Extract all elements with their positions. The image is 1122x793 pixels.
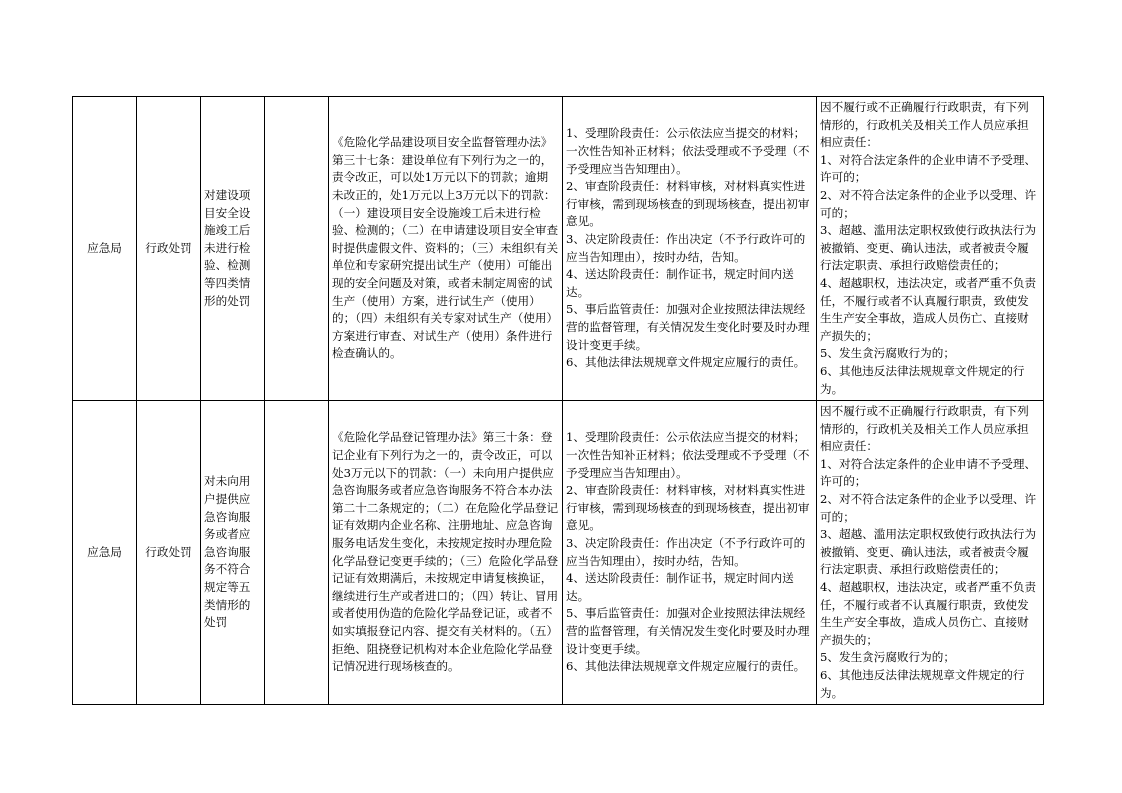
accountability-item: 5、发生贪污腐败行为的； — [820, 650, 955, 665]
responsibility-item: 3、决定阶段责任：作出决定（不予行政许可的应当告知理由），按时办结，告知。 — [566, 536, 806, 568]
subitem-cell — [265, 97, 329, 401]
responsibility-item: 6、其他法律法规规章文件规定应履行的责任。 — [566, 355, 806, 370]
responsibility-item: 2、审查阶段责任：材料审核，对材料真实性进行审核，需到现场核查的到现场核查，提出初审意见。 — [566, 179, 810, 229]
accountability-item: 6、其他违反法律法规规章文件规定的行为。 — [820, 668, 1025, 700]
accountability-cell — [817, 97, 1044, 401]
responsibility-item: 4、送达阶段责任：制作证书，规定时间内送达。 — [566, 267, 794, 299]
department-cell: 应急局 — [73, 401, 137, 705]
responsibility-item: 4、送达阶段责任：制作证书，规定时间内送达。 — [566, 571, 794, 603]
responsibility-item: 5、事后监管责任：加强对企业按照法律法规经营的监督管理，有关情况发生变化时要及时办理设计变更手续。 — [566, 302, 810, 352]
category-cell: 行政处罚 — [137, 97, 201, 401]
accountability-item: 因不履行或不正确履行行政职责，有下列情形的，行政机关及相关工作人员应承担相应责任： — [820, 404, 1029, 454]
accountability-item: 3、超越、滥用法定职权致使行政执法行为被撤销、变更、确认违法，或者被责令履行法定职责、承担行政赔偿责任的； — [820, 223, 1037, 273]
responsibility-item: 6、其他法律法规规章文件规定应履行的责任。 — [566, 659, 806, 674]
subitem-cell — [265, 401, 329, 705]
accountability-item: 4、超越职权，违法决定，或者严重不负责任，不履行或者不认真履行职责，致使发生生产安全事故，造成人员伤亡、直接财产损失的； — [820, 580, 1037, 647]
accountability-item: 2、对不符合法定条件的企业予以受理、许可的； — [820, 187, 1037, 220]
accountability-item: 5、发生贪污腐败行为的； — [820, 346, 955, 361]
responsibility-table — [72, 96, 1044, 705]
accountability-item: 1、对符合法定条件的企业申请不予受理、许可的； — [820, 456, 1037, 489]
accountability-item: 2、对不符合法定条件的企业予以受理、许可的； — [820, 492, 1037, 524]
accountability-cell — [817, 401, 1044, 705]
accountability-item: 1、对符合法定条件的企业申请不予受理、许可的； — [820, 152, 1037, 185]
responsibility-item: 3、决定阶段责任：作出决定（不予行政许可的应当告知理由），按时办结，告知。 — [566, 231, 806, 264]
responsibility-item: 1、受理阶段责任：公示依法应当提交的材料；一次性告知补正材料；依法受理或不予受理（不予受理应当告知理由）。 — [566, 430, 810, 480]
legal-basis-cell: 《危险化学品登记管理办法》第三十条：登记企业有下列行为之一的，责令改正，可以处3万元以下的罚款：（一）未向用户提供应急咨询服务或者应急咨询服务不符合本办法第二十二条规定的；（二）在危险化学品登记证有效期内企业名称、注册地址、应急咨询服务电话发生变化，未按规定按时办理危险化学品登记变更手续的；（三）危险化学品登记证有效期满后，未按规定申请复核换证，继续进行生产或者进口的；（四）转让、冒用或者使用伪造的危险化学品登记证，或者不如实填报登记内容、提交有关材料的。（五）拒绝、阻挠登记机构对本企业危险化学品登记情况进行现场核查的。 — [329, 401, 563, 705]
accountability-item: 6、其他违反法律法规规章文件规定的行为。 — [820, 363, 1025, 396]
accountability-item: 4、超越职权，违法决定，或者严重不负责任，不履行或者不认真履行职责，致使发生生产安全事故，造成人员伤亡、直接财产损失的； — [820, 275, 1037, 343]
responsibility-cell — [563, 97, 817, 401]
department-cell: 应急局 — [73, 97, 137, 401]
item-name-cell: 对未向用户提供应急咨询服务或者应急咨询服务不符合规定等五类情形的处罚 — [201, 401, 265, 705]
responsibility-item: 1、受理阶段责任：公示依法应当提交的材料；一次性告知补正材料；依法受理或不予受理（不予受理应当告知理由）。 — [566, 126, 810, 176]
legal-basis-cell: 《危险化学品建设项目安全监督管理办法》第三十七条：建设单位有下列行为之一的，责令改正，可以处1万元以下的罚款；逾期未改正的，处1万元以上3万元以下的罚款：（一）建设项目安全设施竣工后未进行检验、检测的；（二）在申请建设项目安全审查时提供虚假文件、资料的；（三）未组织有关单位和专家研究提出试生产（使用）可能出现的安全问题及对策，或者未制定周密的试生产（使用）方案，进行试生产（使用）的；（四）未组织有关专家对试生产（使用）方案进行审查、对试生产（使用）条件进行检查确认的。 — [329, 97, 563, 401]
responsibility-item: 2、审查阶段责任：材料审核，对材料真实性进行审核，需到现场核查的到现场核查，提出初审意见。 — [566, 483, 810, 533]
item-name-cell: 对建设项目安全设施竣工后未进行检验、检测等四类情形的处罚 — [201, 97, 265, 401]
table-row — [73, 97, 1044, 401]
accountability-item: 3、超越、滥用法定职权致使行政执法行为被撤销、变更、确认违法，或者被责令履行法定职责、承担行政赔偿责任的； — [820, 527, 1037, 577]
table-row — [73, 401, 1044, 705]
category-cell: 行政处罚 — [137, 401, 201, 705]
accountability-item: 因不履行或不正确履行行政职责，有下列情形的，行政机关及相关工作人员应承担相应责任： — [820, 100, 1029, 150]
responsibility-cell — [563, 401, 817, 705]
responsibility-item: 5、事后监管责任：加强对企业按照法律法规经营的监督管理，有关情况发生变化时要及时办理设计变更手续。 — [566, 606, 810, 656]
